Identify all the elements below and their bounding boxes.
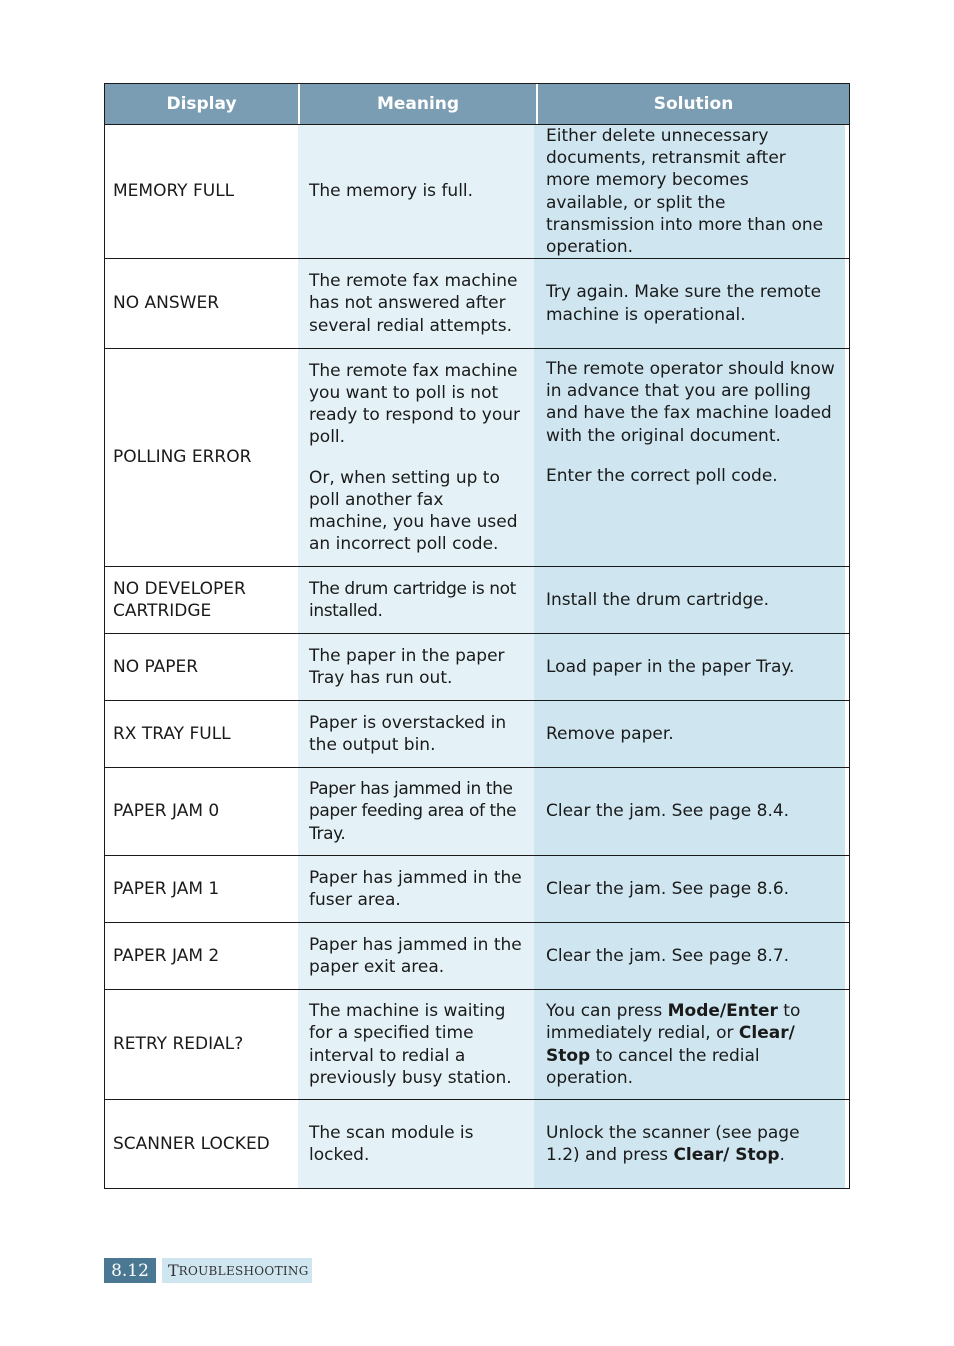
display-cell: RX TRAY FULL <box>105 701 298 767</box>
meaning-cell: The scan module is locked. <box>298 1100 534 1188</box>
solution-cell: Clear the jam. See page 8.4. <box>534 768 845 855</box>
solution-cell: Clear the jam. See page 8.7. <box>534 923 845 989</box>
solution-cell: Install the drum cartridge. <box>534 567 845 633</box>
solution-cell: The remote operator should know in advance that you are polling and have the fax machine loaded with the original document. Enter the correct poll code. <box>534 349 845 566</box>
table-row <box>105 700 849 767</box>
meaning-cell: Paper has jammed in the paper feeding area of the Tray. <box>298 768 534 855</box>
meaning-cell: The memory is full. <box>298 125 534 258</box>
display-cell: NO DEVELOPER CARTRIDGE <box>105 567 298 633</box>
header-solution: Solution <box>536 84 849 124</box>
solution-cell: You can press Mode/Enter to immediately redial, or Clear/ Stop to cancel the redial operation. <box>534 990 845 1099</box>
table-row <box>105 1099 849 1188</box>
display-cell: PAPER JAM 0 <box>105 768 298 855</box>
table-row <box>105 855 849 922</box>
meaning-cell: The paper in the paper Tray has run out. <box>298 634 534 700</box>
meaning-cell: Paper has jammed in the fuser area. <box>298 856 534 922</box>
error-message-table <box>104 83 850 1189</box>
table-row <box>105 258 849 348</box>
table-row <box>105 989 849 1099</box>
display-cell: PAPER JAM 1 <box>105 856 298 922</box>
table-row <box>105 633 849 700</box>
table-row <box>105 922 849 989</box>
page-number: 8.12 <box>104 1258 156 1283</box>
meaning-cell: The machine is waiting for a specified time interval to redial a previously busy station. <box>298 990 534 1099</box>
display-cell: RETRY REDIAL? <box>105 990 298 1099</box>
meaning-cell: Paper has jammed in the paper exit area. <box>298 923 534 989</box>
header-meaning: Meaning <box>298 84 536 124</box>
display-cell: MEMORY FULL <box>105 125 298 258</box>
meaning-cell: The remote fax machine you want to poll is not ready to respond to your poll. Or, when setting up to poll another fax machine, you have used an incorrect poll code. <box>298 349 534 566</box>
meaning-cell: The drum cartridge is not installed. <box>298 567 534 633</box>
meaning-cell: Paper is overstacked in the output bin. <box>298 701 534 767</box>
solution-cell: Unlock the scanner (see page 1.2) and press Clear/ Stop. <box>534 1100 845 1188</box>
meaning-cell: The remote fax machine has not answered after several redial attempts. <box>298 259 534 348</box>
display-cell: PAPER JAM 2 <box>105 923 298 989</box>
table-row <box>105 767 849 855</box>
solution-cell: Load paper in the paper Tray. <box>534 634 845 700</box>
display-cell: NO ANSWER <box>105 259 298 348</box>
table-row <box>105 566 849 633</box>
solution-cell: Remove paper. <box>534 701 845 767</box>
table-row <box>105 124 849 258</box>
solution-cell: Clear the jam. See page 8.6. <box>534 856 845 922</box>
solution-cell: Either delete unnecessary documents, retransmit after more memory becomes available, or split the transmission into more than one operation. <box>534 125 845 258</box>
table-header <box>105 84 849 124</box>
page-footer <box>104 1258 312 1283</box>
header-display: Display <box>166 94 237 114</box>
table-row <box>105 348 849 566</box>
solution-cell: Try again. Make sure the remote machine is operational. <box>534 259 845 348</box>
display-cell: POLLING ERROR <box>105 349 298 566</box>
display-cell: SCANNER LOCKED <box>105 1100 298 1188</box>
section-title: T ROUBLESHOOTING <box>162 1258 312 1283</box>
display-cell: NO PAPER <box>105 634 298 700</box>
